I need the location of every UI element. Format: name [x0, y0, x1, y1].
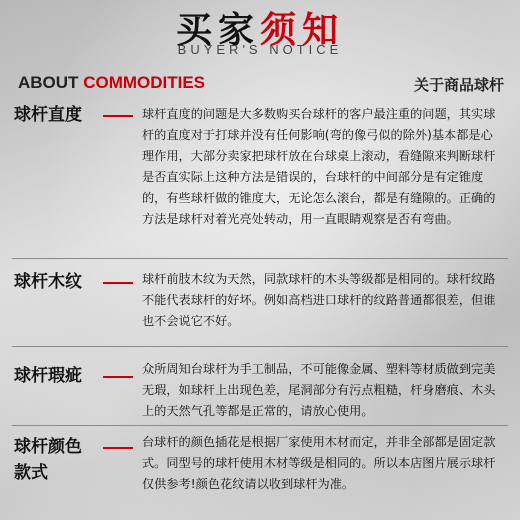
- section-marker: [103, 447, 133, 449]
- page-subtitle: BUYER'S NOTICE: [177, 42, 343, 57]
- header: [0, 0, 520, 64]
- title-part-3: 知: [302, 9, 345, 51]
- about-heading-cn: 关于商品球杆: [413, 76, 504, 94]
- section-marker: [103, 376, 133, 378]
- section-body: 球杆前肢木纹为天然，同款球杆的木头等级都是相同的。球杆纹路不能代表球杆的好坏。例如高档进口球杆的纹路普通都很差，但谁也不会说它不好。: [142, 272, 496, 328]
- section-marker: [103, 115, 133, 117]
- section-body: 球杆直度的问题是大多数购买台球杆的客户最注重的问题，其实球杆的直度对于打球并没有任何影响(弯的像弓似的除外)基本都是心理作用，大部分卖家把球杆放在台球桌上滚动，看缝隙来判断球杆是否直实际上这种方法是错误的，台球杆的中间部分是有定锥度的，有些球杆做的锥度大，无论怎么滚台，都是有缝隙的。正确的方法是球杆对着光亮处转动，用一直眼睛观察是否有弯曲。: [142, 107, 496, 226]
- section-title: 球杆直度: [14, 105, 82, 125]
- section-body: 众所周知台球杆为手工制品，不可能像金属、塑料等材质做到完美无瑕，如球杆上出现色差，尾洞部分有污点粗糙，杆身磨痕、木头上的天然气孔等都是正常的，请放心使用。: [142, 362, 496, 418]
- section-title-line-2: 款式: [14, 463, 48, 483]
- section-title-line-1: 球杆颜色: [14, 437, 82, 457]
- title-part-2: 须: [259, 9, 302, 51]
- section-marker: [103, 282, 133, 284]
- divider: [12, 346, 508, 347]
- divider: [12, 425, 508, 426]
- about-prefix: ABOUT: [18, 73, 79, 92]
- about-heading: [18, 73, 205, 93]
- divider: [12, 258, 508, 259]
- section-body: 台球杆的颜色插花是根据厂家使用木材而定，并非全部都是固定款式。同型号的球杆使用木材等级是相同的。所以本店图片展示球杆仅供参考!颜色花纹请以收到球杆为准。: [142, 435, 496, 491]
- about-row: [18, 73, 504, 95]
- about-highlight: COMMODITIES: [83, 73, 206, 92]
- section-title: 球杆瑕疵: [14, 366, 82, 386]
- title-part-1: 买家: [175, 9, 260, 51]
- section-title: [14, 434, 82, 486]
- section-title: 球杆木纹: [14, 272, 82, 292]
